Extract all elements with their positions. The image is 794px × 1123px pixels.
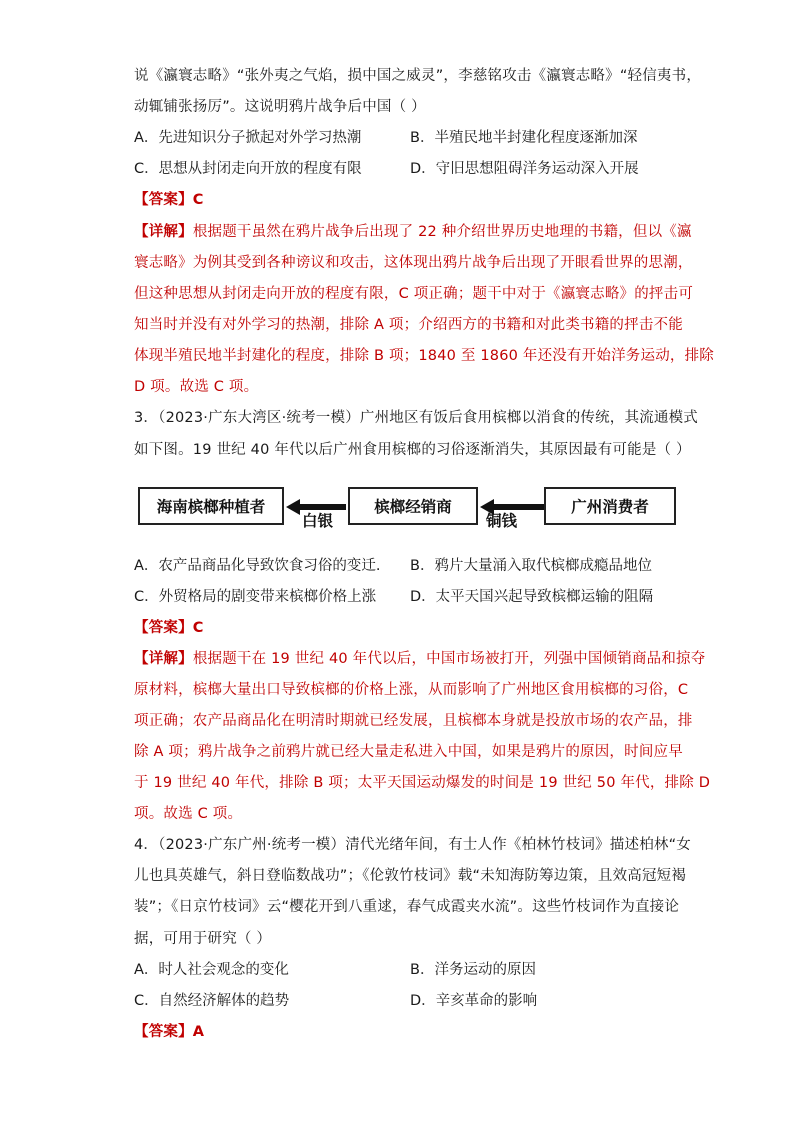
q3-detail-line-5: 于 19 世纪 40 年代，排除 B 项；太平天国运动爆发的时间是 19 世纪 50 年代，排除 D xyxy=(134,775,711,791)
槟榔-flow-diagram xyxy=(138,487,678,529)
question-2-stem-line-1: 说《瀛寰志略》“张外夷之气焰，损中国之威灵”，李慈铭攻击《瀛寰志略》“轻信夷书， xyxy=(134,68,702,84)
diagram-box-hainan-growers: 海南槟榔种植者 xyxy=(138,487,284,525)
q4-option-a: A．时人社会观念的变化 xyxy=(134,962,289,978)
q3-option-d: D．太平天国兴起导致槟榔运输的阻隔 xyxy=(410,589,654,605)
q3-detail-line-6: 项。故选 C 项。 xyxy=(134,806,243,822)
diagram-box-dealers: 槟榔经销商 xyxy=(348,487,478,525)
q4-option-d: D．辛亥革命的影响 xyxy=(410,993,538,1009)
q2-option-a: A．先进知识分子掀起对外学习热潮 xyxy=(134,130,362,146)
q2-detail-line-5: 体现半殖民地半封建化的程度，排除 B 项；1840 至 1860 年还没有开始洋务运动，排除 xyxy=(134,348,714,364)
diagram-label-silver: 白银 xyxy=(302,512,334,530)
question-4-stem-line-3: 装”；《日京竹枝词》云“樱花开到八重逑，春气成霞夹水流”。这些竹枝词作为直接论 xyxy=(134,899,680,915)
q3-option-c: C．外贸格局的剧变带来槟榔价格上涨 xyxy=(134,589,377,605)
q3-detail-line-3: 项正确；农产品商品化在明清时期就已经发展，且槟榔本身就是投放市场的农产品，排 xyxy=(134,713,693,729)
question-3-stem-line-1: 3．（2023·广东大湾区·统考一模）广州地区有饭后食用槟榔以消食的传统，其流通模式 xyxy=(134,410,698,426)
diagram-box-guangzhou-consumers: 广州消费者 xyxy=(544,487,676,525)
q3-detail-line-4: 除 A 项；鸦片战争之前鸦片就已经大量走私进入中国，如果是鸦片的原因，时间应早 xyxy=(134,744,683,760)
question-3-stem-line-2: 如下图。19 世纪 40 年代以后广州食用槟榔的习俗逐渐消失，其原因最有可能是（ ） xyxy=(134,442,691,458)
question-4-stem-line-4: 据，可用于研究（ ） xyxy=(134,931,272,947)
q3-answer: 【答案】C xyxy=(134,620,204,636)
q2-option-c: C．思想从封闭走向开放的程度有限 xyxy=(134,161,362,177)
q3-detail-line-2: 原材料，槟榔大量出口导致槟榔的价格上涨，从而影响了广州地区食用槟榔的习俗，C xyxy=(134,682,689,698)
question-4-stem-line-1: 4．（2023·广东广州·统考一模）清代光绪年间，有士人作《柏林竹枝词》描述柏林“女 xyxy=(134,837,692,853)
question-4-stem-line-2: 儿也具英雄气，斜日登临数战功”；《伦敦竹枝词》载“未知海防筹边策，且效高冠短褐 xyxy=(134,868,687,884)
q2-option-d: D．守旧思想阻碍洋务运动深入开展 xyxy=(410,161,639,177)
q4-option-b: B．洋务运动的原因 xyxy=(410,962,536,978)
q3-option-b: B．鸦片大量涌入取代槟榔成瘾品地位 xyxy=(410,558,652,574)
q3-detail-text-1: 根据题干在 19 世纪 40 年代以后，中国市场被打开，列强中国倾销商品和掠夺 xyxy=(192,651,706,667)
q3-detail-tag: 【详解】 xyxy=(134,651,193,667)
q2-detail-text-1: 根据题干虽然在鸦片战争后出现了 22 种介绍世界历史地理的书籍，但以《瀛 xyxy=(192,224,692,240)
q2-detail-line-6: D 项。故选 C 项。 xyxy=(134,379,259,395)
q2-detail-line-1 xyxy=(134,222,692,242)
q4-option-c: C．自然经济解体的趋势 xyxy=(134,993,290,1009)
q2-option-b: B．半殖民地半封建化程度逐渐加深 xyxy=(410,130,638,146)
q2-detail-line-2: 寰志略》为例其受到各种谤议和攻击，这体现出鸦片战争后出现了开眼看世界的思潮， xyxy=(134,255,693,271)
q2-detail-tag: 【详解】 xyxy=(134,224,193,240)
q2-answer: 【答案】C xyxy=(134,192,204,208)
q2-detail-line-3: 但这种思想从封闭走向开放的程度有限，C 项正确；题干中对于《瀛寰志略》的抨击可 xyxy=(134,286,694,302)
diagram-label-copper-coins: 铜钱 xyxy=(486,512,518,530)
q3-detail-line-1 xyxy=(134,649,705,669)
q3-option-a: A．农产品商品化导致饮食习俗的变迁. xyxy=(134,558,381,574)
q2-detail-line-4: 知当时并没有对外学习的热潮，排除 A 项；介绍西方的书籍和对此类书籍的抨击不能 xyxy=(134,317,683,333)
q4-answer: 【答案】A xyxy=(134,1024,205,1040)
question-2-stem-line-2: 动辄铺张扬厉”。这说明鸦片战争后中国（ ） xyxy=(134,99,426,115)
